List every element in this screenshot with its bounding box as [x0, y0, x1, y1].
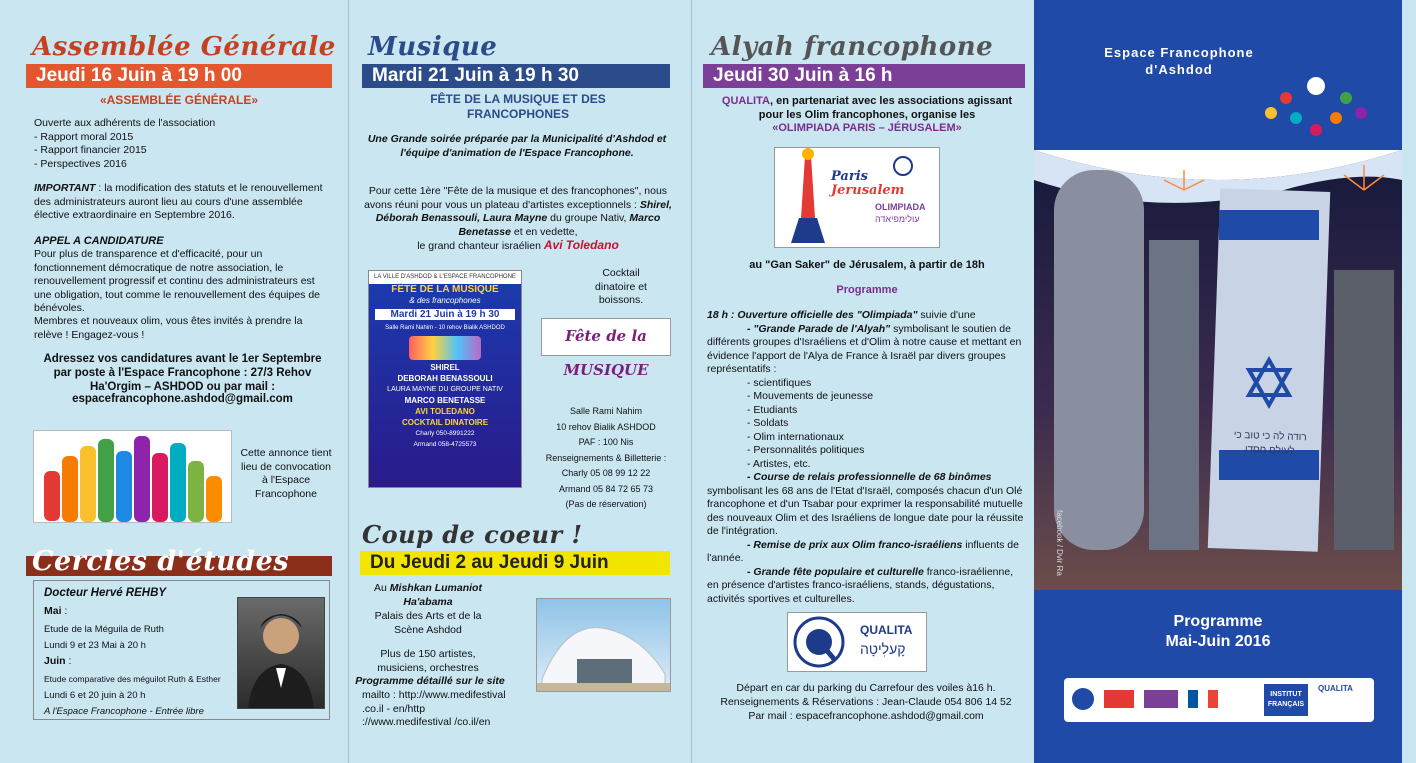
venue-info: [544, 404, 668, 513]
poster-line: & des francophones: [409, 296, 481, 305]
mishkan-name: Mishkan Lumaniot Ha'abama: [389, 582, 482, 608]
cercles-box: Docteur Hervé REHBY Mai : Etude de la Méguila de Ruth Lundi 9 et 23 Mai à 20 h Juin : Etude comparative des méguilot Ruth & Esther Lundi 6 et 20 juin à 20 h A l'Espace Francophone - Entrée libre: [33, 580, 330, 720]
panel-assemblee: [0, 0, 348, 763]
mai-line2: Lundi 9 et 23 Mai à 20 h: [44, 640, 146, 651]
olimpiada-title: «OLIMPIADA PARIS – JÉRUSALEM»: [772, 122, 962, 134]
poster-line: COCKTAIL DINATOIRE: [401, 418, 489, 427]
theater-photo: [536, 598, 671, 692]
juin-line2: Lundi 6 et 20 juin à 20 h: [44, 690, 146, 701]
poster-line: SHIREL: [430, 363, 460, 372]
list-item: - Rapport financier 2015: [34, 144, 147, 156]
list-item: - Rapport moral 2015: [34, 130, 134, 143]
appel-title: APPEL A CANDIDATURE: [34, 235, 164, 247]
logo-olimpiada: OLIMPIADA: [875, 202, 926, 212]
sponsor-logo-icon: [1144, 690, 1178, 708]
sponsor-logo-icon: [1104, 690, 1134, 708]
date-band-musique: Mardi 21 Juin à 19 h 30: [362, 64, 670, 88]
artists-text-b: du groupe Nativ,: [547, 212, 630, 224]
venue-line: Charly 05 08 99 12 22: [561, 468, 651, 478]
alyah-intro: [711, 95, 1023, 136]
panel-alyah: [691, 0, 1034, 763]
sponsor-logos: [1064, 678, 1374, 722]
fete-text: franco-israélienne, en présence d'artistes franco-israéliens, stands, dégustations, activités sportives et culturelles.: [707, 565, 1014, 605]
p18-text: suivie d'une: [917, 309, 976, 321]
qualita-sponsor-logo: QUALITA: [1318, 684, 1353, 693]
qualita-logo-hebrew: קָעלִיטָה: [860, 641, 906, 657]
intro-text: , en partenariat avec les associations agissant pour les Olim francophones, organise les: [758, 95, 1013, 121]
cover-title-line1: Espace Francophone: [1104, 45, 1254, 60]
group-item: - scientifiques: [747, 376, 812, 389]
mai-label: Mai: [44, 605, 62, 617]
programme-title-cover: [1034, 612, 1402, 652]
institut-francais-logo: INSTITUT FRANÇAIS: [1264, 684, 1308, 716]
poster-line: AVI TOLEDANO: [415, 407, 475, 416]
group-item: - Artistes, etc.: [747, 457, 811, 470]
qualita-logo-text: QUALITA: [860, 623, 913, 637]
group-item: - Etudiants: [747, 403, 798, 416]
sponsor-logo-icon: [1188, 690, 1218, 708]
convocation-text: Cette annonce tient lieu de convocation à l'Espace Francophone: [240, 447, 332, 500]
course-label: - Course de relais professionnelle de 68 binômes: [747, 471, 992, 483]
programme-details: [707, 309, 1025, 606]
juin-label: Juin: [44, 655, 66, 667]
fete-musique-logo: [541, 318, 671, 379]
venue-line: Renseignements & Billetterie :: [545, 452, 667, 463]
poster-line: Mardi 21 Juin à 19 h 30: [375, 309, 515, 320]
programme-line1: Programme: [1173, 613, 1263, 630]
remise-label: - Remise de prix aux Olim franco-israéliens: [747, 538, 963, 551]
venue-line: 10 rehov Bialik ASHDOD: [556, 421, 656, 432]
photo-credit: facebook / Dvir Ra: [1055, 510, 1064, 576]
parade-label: - "Grande Parade de l'Alyah": [747, 322, 891, 335]
cover-panel: [1034, 0, 1402, 763]
artists-text-2b: et en vedette,: [510, 225, 578, 238]
course-text: symbolisant les 68 ans de l'Etat d'Israël, composés chacun d'un Olé francophone et d'un Tsabar pour exprimer la responsabilité mutuelle des nouveaux Olim et des Israéliens de longue date pour la réussite de l'intégration.: [707, 484, 1024, 537]
parade-text: symbolisant le soutien de différents groupes d'Israéliens et d'Olim à notre cause et mettant en évidence l'apport de l'Alya de France à Israël par divers groupes représentatifs :: [707, 322, 1022, 375]
qualita-word: QUALITA: [721, 95, 770, 107]
important-label: IMPORTANT: [34, 182, 96, 194]
mai-line1: Etude de la Méguila de Ruth: [44, 624, 164, 635]
renseignements-text: Renseignements & Réservations : Jean-Claude 054 806 14 52: [720, 696, 1012, 708]
poster-line: LAURA MAYNE DU GROUPE NATIV: [387, 386, 503, 393]
poster-line: Armand 058-4725573: [413, 441, 477, 448]
programme-link-label: Programme détaillé sur le site: [355, 675, 505, 687]
group-item: - Personnalités politiques: [747, 444, 865, 456]
city-photo: [1034, 150, 1402, 590]
date-band-coup-de-coeur: Du Jeudi 2 au Jeudi 9 Juin: [360, 551, 670, 575]
mishkan-info: [368, 582, 488, 609]
venue-line: (Pas de réservation): [565, 499, 647, 509]
qualita-logo: [787, 612, 927, 672]
mail-text[interactable]: Par mail : espacefrancophone.ashdod@gmail.com: [748, 710, 984, 722]
programme-line2: Mai-Juin 2016: [1165, 633, 1271, 650]
doctor-photo: [237, 597, 325, 709]
section-title-musique: Musique: [368, 32, 498, 62]
intro-text: Ouverte aux adhérents de l'association: [34, 117, 216, 129]
artists-text: Shirel, Déborah Benassouli, Laura Mayne: [375, 198, 672, 224]
banner-hebrew: רודה לה כי טוב כי לעולם חסדו: [1233, 429, 1307, 457]
logo-olimpiada-hebrew: עולימפיאדה: [875, 214, 920, 224]
membres-text: Membres et nouveaux olim, vous êtes invités à prendre la relève ! Engagez-vous !: [34, 315, 303, 341]
festival-urls[interactable]: mailto : http://www.medifestival .co.il - en/http ://www.medifestival /co.il/en: [362, 689, 506, 728]
list-item: - Perspectives 2016: [34, 157, 127, 170]
venue-line: PAF : 100 Nis: [578, 437, 634, 447]
star-intro: le grand chanteur israélien: [417, 240, 544, 252]
email-link[interactable]: espacefrancophone.ashdod@gmail.com: [72, 393, 293, 405]
date-band-alyah: Jeudi 30 Juin à 16 h: [703, 64, 1025, 88]
juin-line1: Etude comparative des méguilot Ruth & Esther: [44, 674, 221, 684]
poster-line: LA VILLE D'ASHDOD & L'ESPACE FRANCOPHONE: [369, 271, 521, 284]
palais-text: Palais des Arts et de la Scène Ashdod: [374, 610, 482, 636]
programme-title: Programme: [836, 284, 898, 296]
poster-line: Salle Rami Nahim - 10 rehov Bialik ASHDOD: [385, 325, 505, 331]
date-band-assemblee: Jeudi 16 Juin à 19 h 00: [26, 64, 332, 88]
musique-body: [360, 185, 676, 254]
venue-line: Armand 05 84 72 65 73: [558, 483, 654, 494]
group-item: - Olim internationaux: [747, 430, 844, 443]
raised-hands-image: [33, 430, 232, 523]
poster-line: DEBORAH BENASSOULI: [397, 374, 493, 383]
gan-saker: au "Gan Saker" de Jérusalem, à partir de 18h: [749, 259, 985, 271]
heading-musique: FÊTE DE LA MUSIQUE ET DES FRANCOPHONES: [430, 92, 606, 121]
fete-label: - Grande fête populaire et culturelle: [747, 565, 924, 578]
appel-text: Pour plus de transparence et d'efficacité, pour un fonctionnement démocratique de notre association, le renouvellement progressif et continu des administrateurs est une obligation, tout comme le renouvellement des équipes de bénévoles.: [34, 248, 321, 314]
cocktail-text: Cocktail dinatoire et boissons.: [595, 267, 647, 306]
section-title-assemblee: Assemblée Générale: [32, 32, 336, 62]
star-name: Avi Toledano: [543, 238, 619, 252]
assemblee-intro: [34, 117, 324, 171]
logo-paris: Paris: [831, 169, 868, 184]
fete-musique-poster: [368, 270, 522, 488]
group-item: - Mouvements de jeunesse: [747, 390, 874, 402]
address-text: Adressez vos candidatures avant le 1er Septembre par poste à l'Espace Francophone : 27/3 Rehov Ha'Orgim – ASHDOD ou par mail :: [43, 353, 322, 393]
depart-text: Départ en car du parking du Carrefour des voiles à16 h.: [736, 682, 996, 694]
stars-logo-icon: [1246, 68, 1386, 158]
logo-jerusalem: Jerusalem: [831, 183, 905, 198]
p18-label: 18 h : Ouverture officielle des "Olimpiada": [707, 309, 918, 321]
important-text: : la modification des statuts et le renouvellement des administrateurs auront lieu au cours d'une assemblée élective extraordinaire en Septembre 2016.: [34, 182, 323, 221]
section-title-cercles: Cercles d'études: [32, 546, 290, 577]
olimpiada-logo: [774, 147, 940, 248]
poster-line: MARCO BENETASSE: [404, 396, 486, 405]
doctor-name: Docteur Hervé REHBY: [44, 587, 167, 599]
au-text: Au: [374, 582, 390, 594]
section-title-alyah: Alyah francophone: [711, 32, 994, 62]
body-text: Pour cette 1ère "Fête de la musique et des francophones", nous avons réuni pour vous un plateau d'artistes exceptionnels :: [364, 185, 668, 211]
important-note: [34, 182, 330, 223]
poster-line: Charly 050-8991222: [415, 430, 475, 437]
cercles-footer: A l'Espace Francophone - Entrée libre: [44, 706, 204, 717]
remise-text: influents de l'année.: [707, 538, 1019, 564]
musique-subheading: Une Grande soirée préparée par la Municipalité d'Ashdod et l'équipe d'animation de l'Espace Francophone.: [367, 133, 667, 159]
cover-title-line2: d'Ashdod: [1145, 62, 1213, 77]
artists-text-2: Marco Benetasse: [458, 212, 661, 238]
sponsor-logo-icon: [1072, 688, 1094, 710]
venue-line: Salle Rami Nahim: [569, 406, 643, 416]
heading-assemblee: «ASSEMBLÉE GÉNÉRALE»: [99, 93, 259, 107]
logo-text: Fête de la MUSIQUE: [563, 327, 649, 379]
group-item: - Soldats: [747, 417, 789, 429]
artists-count: Plus de 150 artistes, musiciens, orchestres: [377, 648, 479, 674]
poster-logo: [409, 336, 481, 360]
panel-musique: [348, 0, 691, 763]
section-title-coup-de-coeur: Coup de coeur !: [362, 520, 583, 549]
poster-line: FÊTE DE LA MUSIQUE: [391, 284, 499, 295]
